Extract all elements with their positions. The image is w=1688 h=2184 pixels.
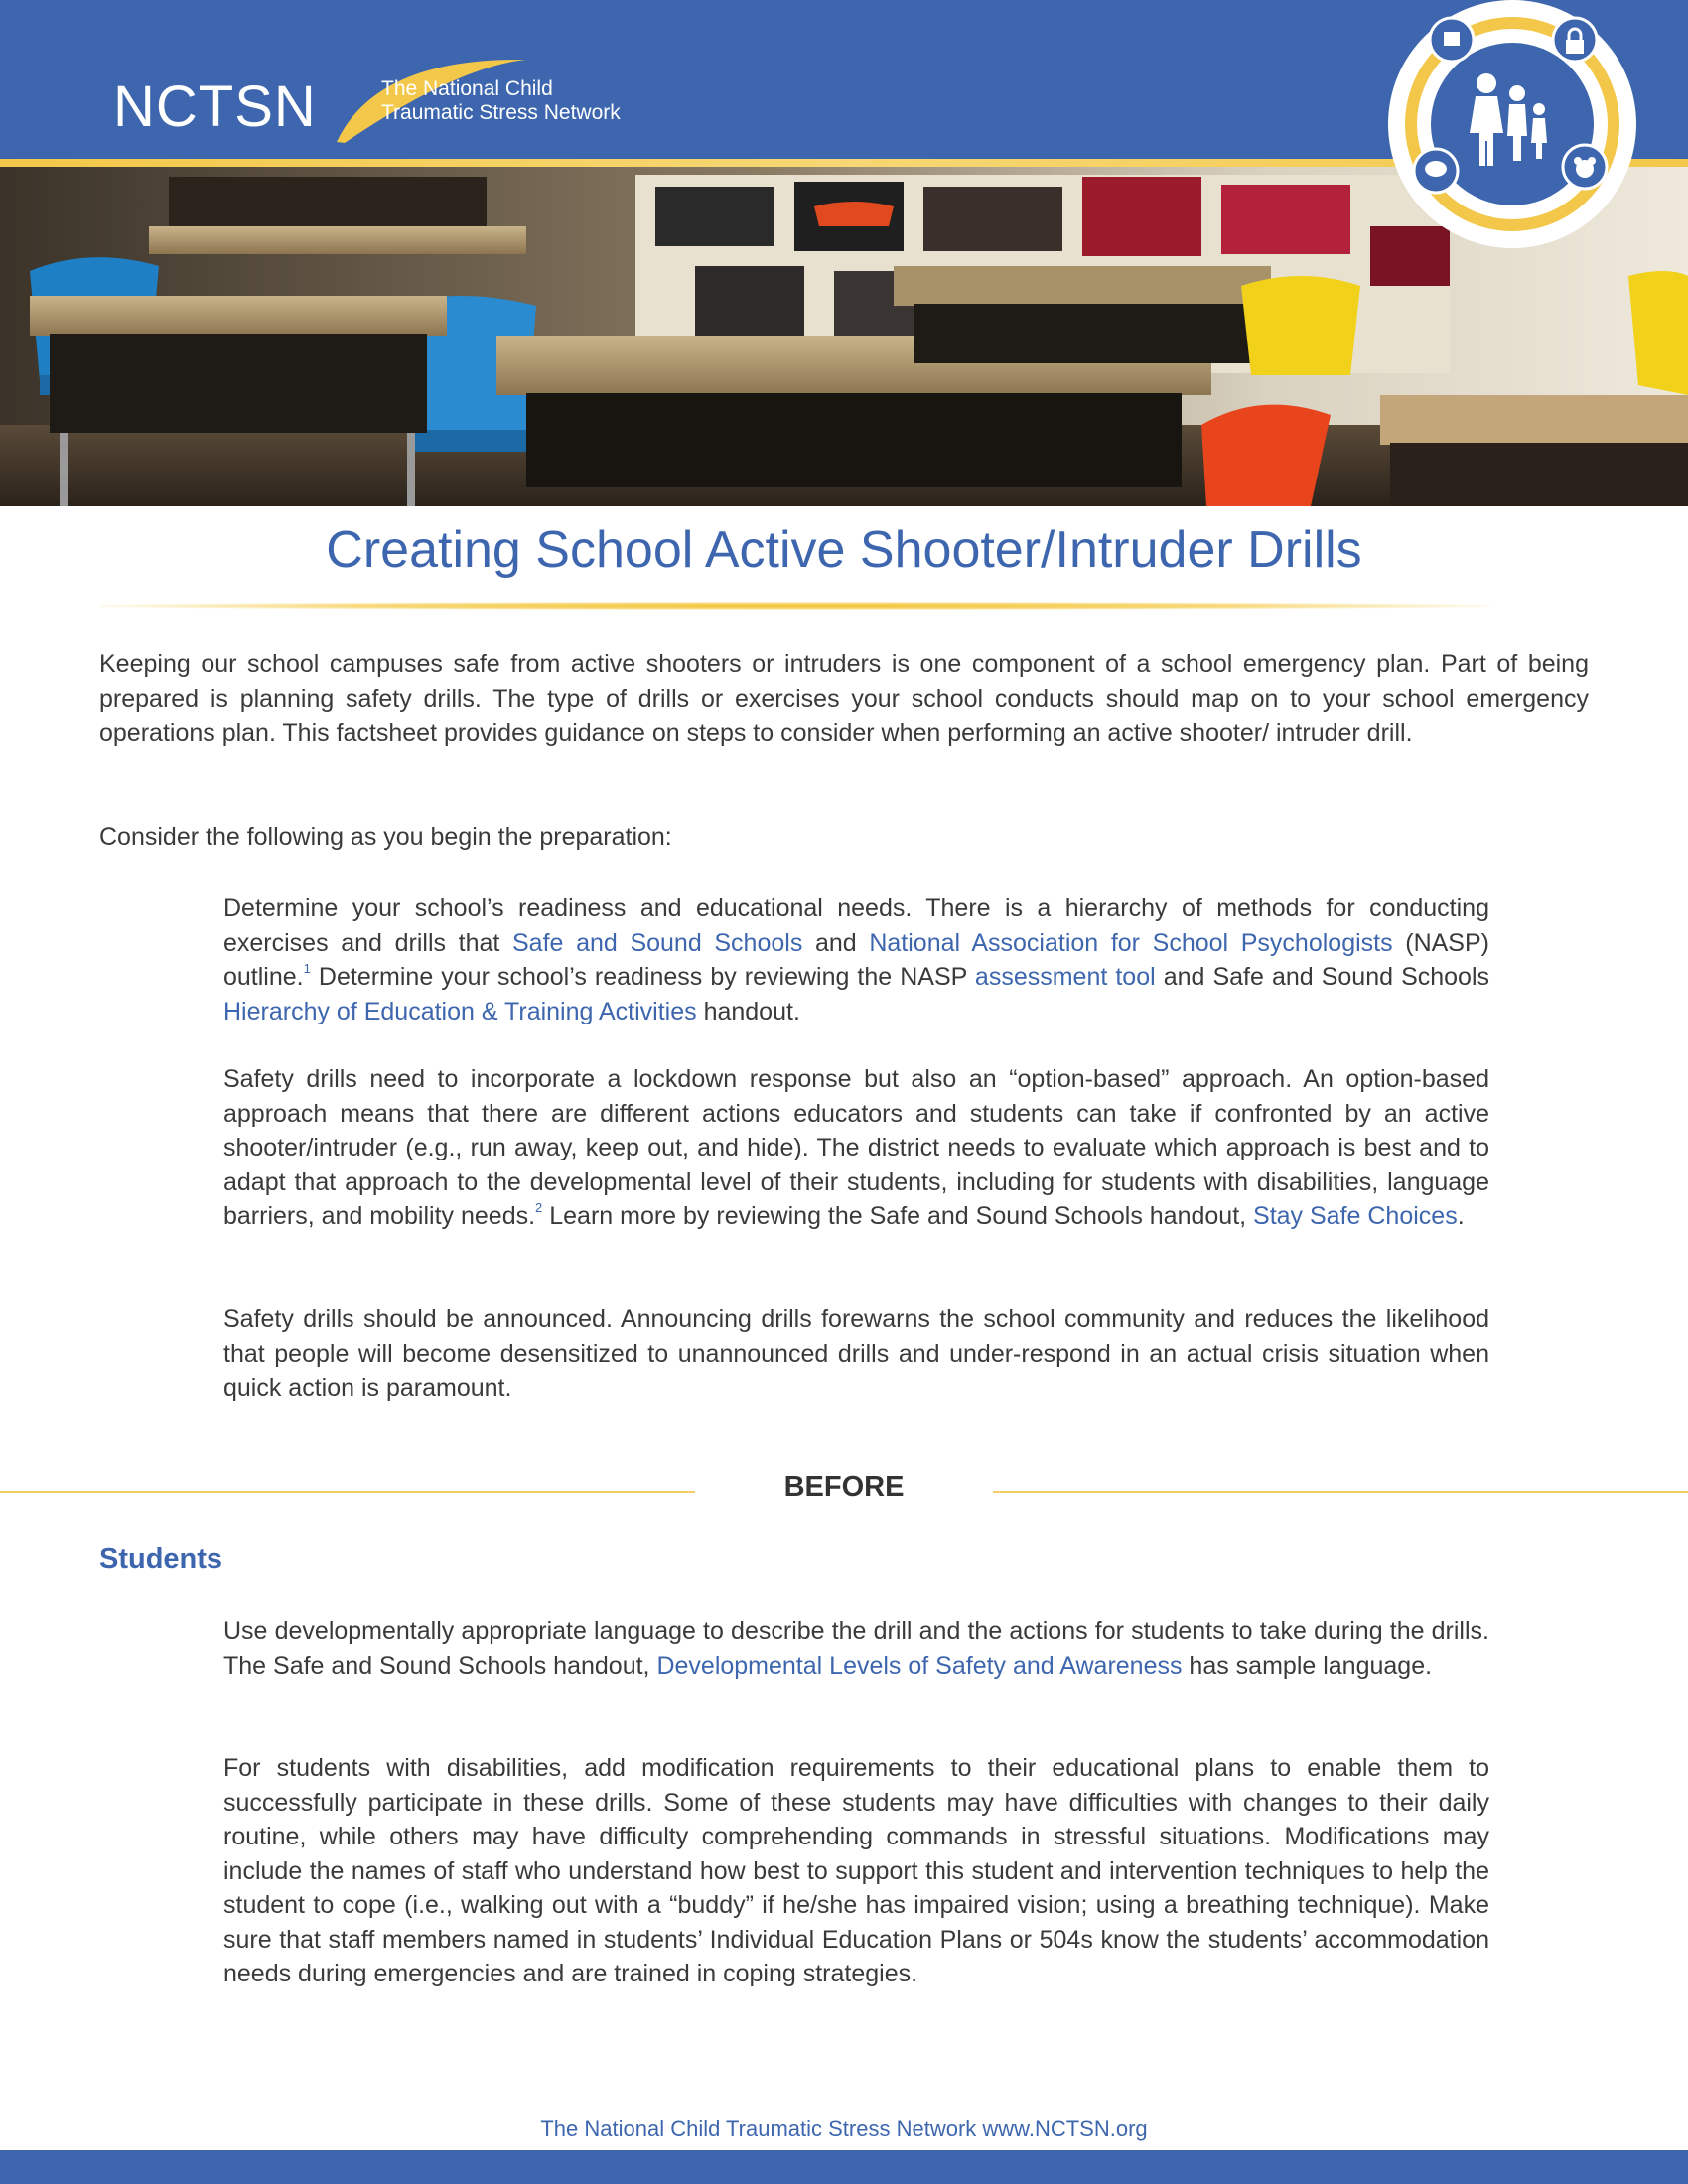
- logo-line-1: The National Child: [381, 77, 553, 100]
- logo-line-2: Traumatic Stress Network: [381, 101, 621, 124]
- nasp-link[interactable]: National Association for School Psychologists: [869, 928, 1393, 957]
- page-title: Creating School Active Shooter/Intruder Drills: [326, 521, 1362, 579]
- family-seal-icon: [1390, 2, 1634, 246]
- title-underline: [99, 602, 1489, 610]
- readiness-text-1: Determine your school’s readiness and educational needs. There is a hierarchy of methods for conducting exercises and drills that: [223, 894, 1489, 957]
- option-based-paragraph: [223, 1062, 1489, 1234]
- subheading-students: Students: [99, 1543, 223, 1574]
- footnote-1[interactable]: 1: [303, 961, 311, 976]
- hierarchy-activities-link[interactable]: Hierarchy of Education & Training Activities: [223, 997, 697, 1025]
- assessment-tool-link[interactable]: assessment tool: [974, 963, 1156, 991]
- chat-icon: [1414, 149, 1458, 193]
- intro-paragraph: Keeping our school campuses safe from active shooters or intruders is one component of a school emergency plan. Part of being prepared is planning safety drills. The type of drills or exercises your school conducts should map on to your school emergency operations plan. This factsheet provides guidance on steps to consider when performing an active shooter/ intruder drill.: [99, 650, 1589, 747]
- teddy-bear-icon: [1563, 145, 1607, 189]
- option-text-1: Safety drills need to incorporate a lockdown response but also an “option-based” approach. An option-based approach means that there are different actions educators and students can take if confronted by an active shooter/intruder (e.g., run away, keep out, and hide). The district needs to evaluate which approach is best and to adapt that approach to the developmental level of their students, including for students with disabilities, language barriers, and mobility needs.: [223, 1065, 1489, 1230]
- language-text-1: Use developmentally appropriate language to describe the drill and the actions for students to take during the drills. The Safe and Sound Schools handout,: [223, 1617, 1489, 1680]
- family-seal: [1390, 2, 1634, 246]
- footnote-2[interactable]: 2: [535, 1200, 543, 1215]
- readiness-text-5: and Safe and Sound Schools: [1155, 963, 1490, 991]
- readiness-text-4: Determine your school’s readiness by reviewing the NASP: [310, 963, 975, 991]
- section-title-before: BEFORE: [783, 1471, 905, 1503]
- intro-lead-in: Consider the following as you begin the preparation:: [99, 823, 672, 851]
- option-text-3: .: [1457, 1202, 1465, 1230]
- developmental-levels-link[interactable]: Developmental Levels of Safety and Awareness: [656, 1651, 1183, 1680]
- language-text-2: has sample language.: [1182, 1651, 1433, 1680]
- readiness-text-3: (NASP) outline.: [223, 928, 1489, 991]
- logo-mark: NCTSN: [113, 74, 317, 139]
- logo-text: [381, 77, 621, 125]
- option-text-2: Learn more by reviewing the Safe and Sound Schools handout,: [542, 1202, 1254, 1230]
- disabilities-paragraph: For students with disabilities, add modification requirements to their educational plans to enable them to successfully participate in these drills. Some of these students may have difficulties with changes to their daily routine, while others may have difficulty comprehending commands in stressful situations. Modifications may include the names of staff who understand how best to support this student and intervention techniques to help the student to cope (i.e., walking out with a “buddy” if he/she has impaired vision; using a breathing technique). Make sure that staff members named in students’ Individual Education Plans or 504s know the students’ accommodation needs during emergencies and are trained in coping strategies.: [223, 1754, 1489, 1987]
- readiness-text-2: and: [802, 928, 870, 957]
- hand-icon: [1430, 18, 1474, 62]
- readiness-text-6: handout.: [696, 997, 800, 1025]
- safe-and-sound-schools-link[interactable]: Safe and Sound Schools: [512, 928, 803, 957]
- footer-text[interactable]: The National Child Traumatic Stress Network www.NCTSN.org: [540, 2116, 1148, 2141]
- lock-icon: [1553, 18, 1597, 62]
- footer-bar: [0, 2150, 1688, 2184]
- language-paragraph: [223, 1614, 1489, 1683]
- readiness-paragraph: [223, 891, 1489, 1028]
- stay-safe-choices-link[interactable]: Stay Safe Choices: [1253, 1202, 1458, 1230]
- announced-drills-paragraph: Safety drills should be announced. Announcing drills forewarns the school community and reduces the likelihood that people will become desensitized to unannounced drills and under-respond in an actual crisis situation when quick action is paramount.: [223, 1305, 1489, 1402]
